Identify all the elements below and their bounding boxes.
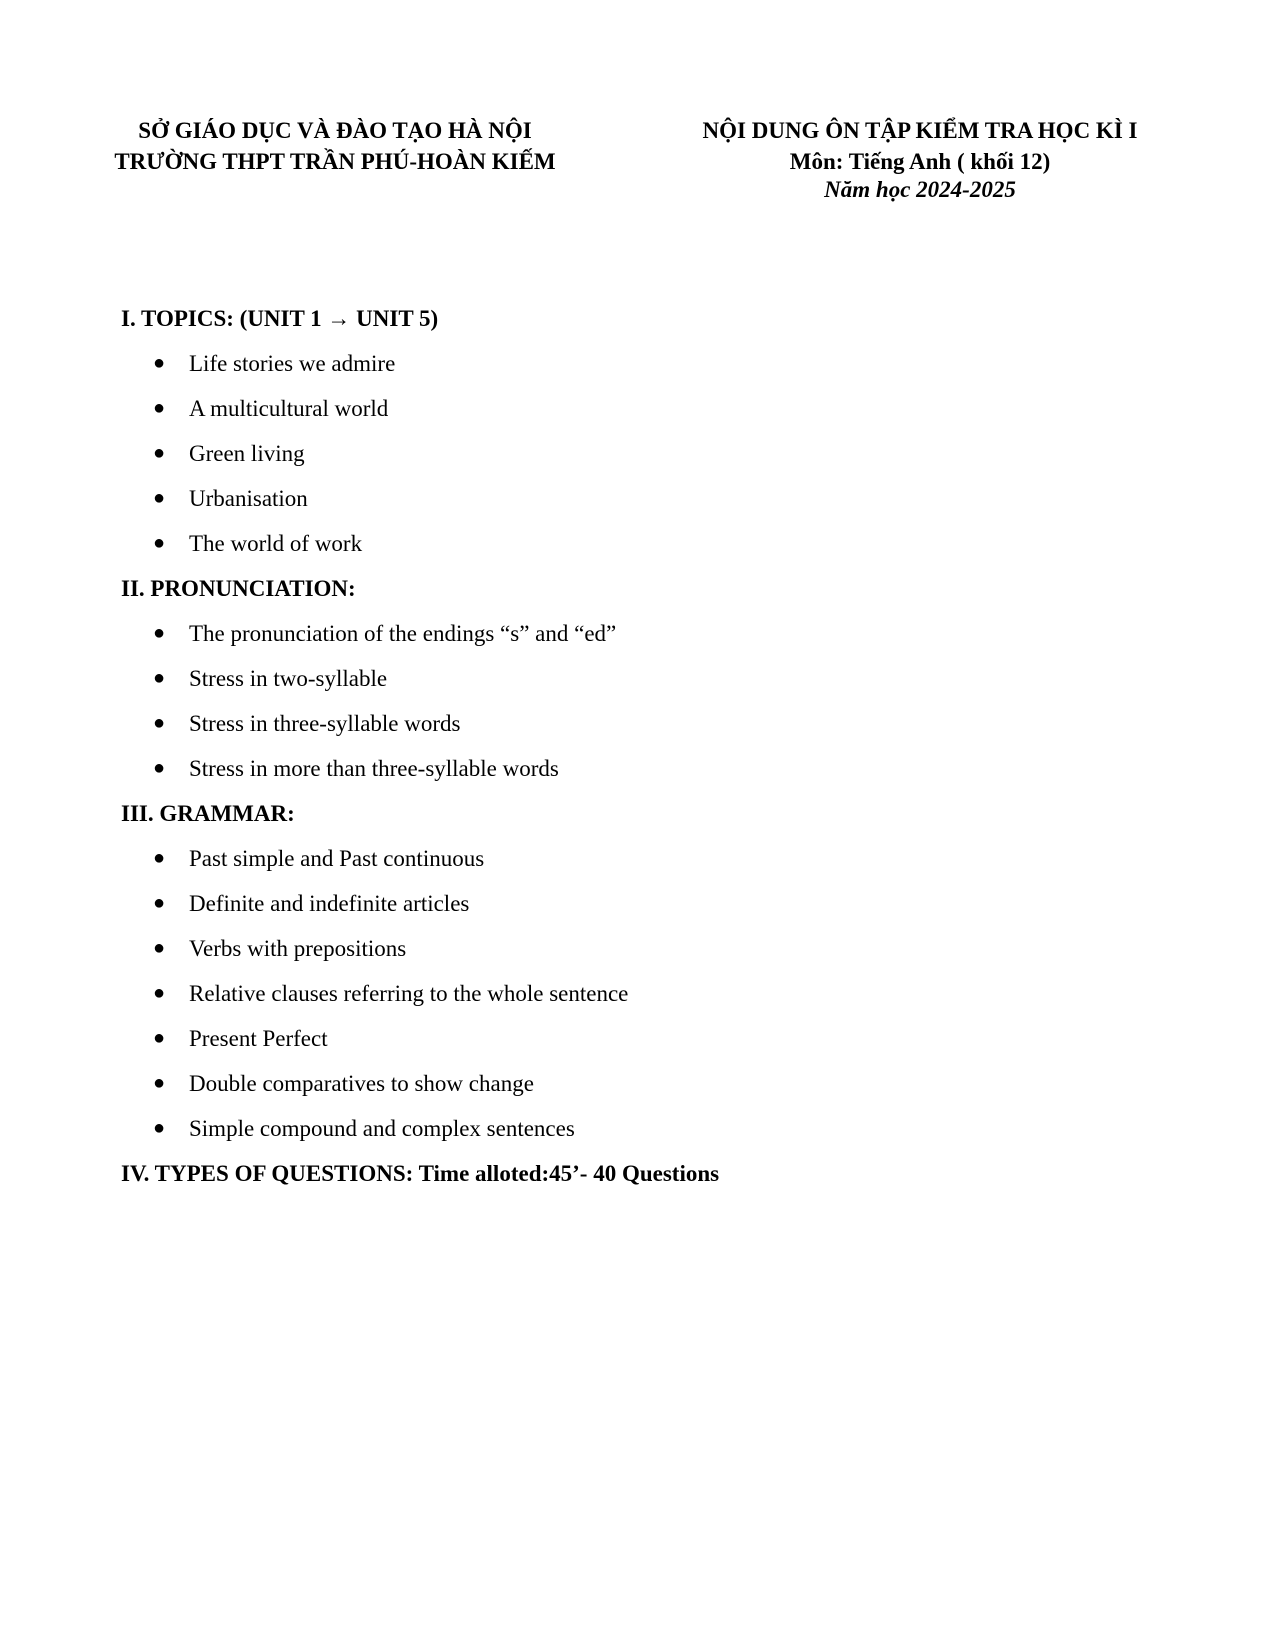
list-item: ● The world of work bbox=[121, 521, 1171, 566]
bullet-icon: ● bbox=[153, 982, 166, 1004]
list-item: ● Double comparatives to show change bbox=[121, 1061, 1171, 1106]
list-item: ● Past simple and Past continuous bbox=[121, 836, 1171, 881]
subject-line: Môn: Tiếng Anh ( khối 12) bbox=[789, 149, 1051, 174]
bullet-icon: ● bbox=[153, 397, 166, 419]
bullet-icon: ● bbox=[153, 937, 166, 959]
list-item: ● Green living bbox=[121, 431, 1171, 476]
bullet-icon: ● bbox=[153, 892, 166, 914]
bullet-icon: ● bbox=[153, 442, 166, 464]
list-item: ● Life stories we admire bbox=[121, 341, 1171, 386]
bullet-icon: ● bbox=[153, 757, 166, 779]
list-item: ● Present Perfect bbox=[121, 1016, 1171, 1061]
header-right bbox=[640, 115, 1200, 203]
topics-list bbox=[121, 341, 1171, 566]
bullet-icon: ● bbox=[153, 1072, 166, 1094]
section-title-grammar: III. GRAMMAR: bbox=[121, 801, 295, 826]
section-title-question-types: IV. TYPES OF QUESTIONS: Time alloted:45’- 40 Questions bbox=[121, 1161, 720, 1186]
bullet-icon: ● bbox=[153, 1027, 166, 1049]
list-item: ● Relative clauses referring to the whole sentence bbox=[121, 971, 1171, 1016]
grammar-list bbox=[121, 836, 1171, 1151]
bullet-icon: ● bbox=[153, 622, 166, 644]
school-year: Năm học 2024-2025 bbox=[824, 177, 1016, 202]
department-name: SỞ GIÁO DỤC VÀ ĐÀO TẠO HÀ NỘI bbox=[138, 118, 532, 143]
document-title: NỘI DUNG ÔN TẬP KIỂM TRA HỌC KÌ I bbox=[702, 118, 1138, 143]
bullet-icon: ● bbox=[153, 352, 166, 374]
list-item: ● Stress in three-syllable words bbox=[121, 701, 1171, 746]
section-title-pronunciation: II. PRONUNCIATION: bbox=[121, 576, 356, 601]
bullet-icon: ● bbox=[153, 1117, 166, 1139]
list-item: ● Stress in more than three-syllable words bbox=[121, 746, 1171, 791]
list-item: ● A multicultural world bbox=[121, 386, 1171, 431]
bullet-icon: ● bbox=[153, 532, 166, 554]
pronunciation-list bbox=[121, 611, 1171, 791]
list-item: ● The pronunciation of the endings “s” and “ed” bbox=[121, 611, 1171, 656]
list-item: ● Verbs with prepositions bbox=[121, 926, 1171, 971]
header-left bbox=[90, 115, 580, 177]
section-title-topics: I. TOPICS: (UNIT 1 → UNIT 5) bbox=[121, 306, 439, 331]
bullet-icon: ● bbox=[153, 487, 166, 509]
list-item: ● Urbanisation bbox=[121, 476, 1171, 521]
bullet-icon: ● bbox=[153, 712, 166, 734]
list-item: ● Simple compound and complex sentences bbox=[121, 1106, 1171, 1151]
school-name: TRƯỜNG THPT TRẦN PHÚ-HOÀN KIẾM bbox=[114, 149, 556, 174]
list-item: ● Stress in two-syllable bbox=[121, 656, 1171, 701]
bullet-icon: ● bbox=[153, 847, 166, 869]
review-content bbox=[121, 296, 1171, 1196]
list-item: ● Definite and indefinite articles bbox=[121, 881, 1171, 926]
bullet-icon: ● bbox=[153, 667, 166, 689]
